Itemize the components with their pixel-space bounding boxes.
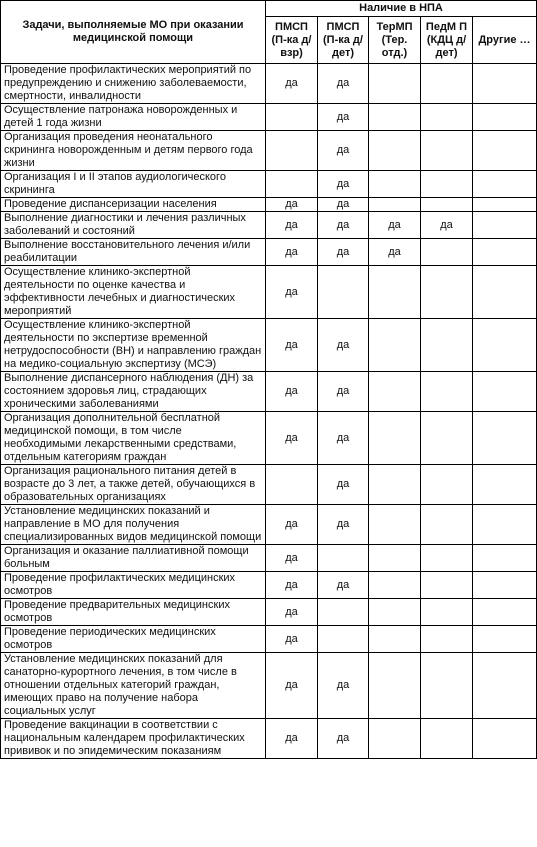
presence-cell: да	[266, 626, 318, 653]
presence-cell: да	[266, 266, 318, 319]
table-row	[1, 719, 537, 759]
table-row	[1, 266, 537, 319]
table-row	[1, 412, 537, 465]
presence-cell	[421, 505, 473, 545]
presence-cell	[369, 719, 421, 759]
tasks-column-header: Задачи, выполняемые МО при оказании медицинской помощи	[1, 1, 266, 64]
presence-cell	[473, 198, 537, 212]
presence-cell: да	[318, 505, 369, 545]
presence-cell	[473, 266, 537, 319]
column-header: ТерМП (Тер. отд.)	[369, 17, 421, 64]
presence-cell	[421, 626, 473, 653]
presence-cell	[421, 372, 473, 412]
presence-cell	[473, 572, 537, 599]
presence-cell	[473, 64, 537, 104]
presence-cell: да	[266, 653, 318, 719]
table-row	[1, 131, 537, 171]
presence-cell	[369, 171, 421, 198]
presence-cell	[369, 64, 421, 104]
presence-cell: да	[266, 372, 318, 412]
presence-cell: да	[318, 465, 369, 505]
presence-cell	[421, 171, 473, 198]
presence-cell	[369, 626, 421, 653]
table-row	[1, 239, 537, 266]
task-cell: Установление медицинских показаний для санаторно-курортного лечения, в том числе в отношении отдельных категорий граждан, имеющих право на получение набора социальных услуг	[1, 653, 266, 719]
task-cell: Проведение периодических медицинских осмотров	[1, 626, 266, 653]
presence-cell: да	[266, 599, 318, 626]
task-cell: Выполнение восстановительного лечения и/или реабилитации	[1, 239, 266, 266]
presence-cell	[473, 212, 537, 239]
presence-cell	[421, 239, 473, 266]
column-header: ПМСП (П-ка д/взр)	[266, 17, 318, 64]
presence-cell: да	[266, 719, 318, 759]
presence-cell	[369, 319, 421, 372]
presence-cell	[473, 626, 537, 653]
presence-cell	[318, 545, 369, 572]
table-row	[1, 653, 537, 719]
presence-cell: да	[266, 212, 318, 239]
presence-cell	[421, 131, 473, 171]
presence-cell	[369, 372, 421, 412]
task-cell: Осуществление клинико-экспертной деятельности по оценке качества и эффективности лечебных и диагностических мероприятий	[1, 266, 266, 319]
table-row	[1, 545, 537, 572]
task-cell: Организация дополнительной бесплатной медицинской помощи, в том числе необходимыми лекарственными средствами, отдельным категориям граждан	[1, 412, 266, 465]
table-row	[1, 626, 537, 653]
presence-cell: да	[318, 572, 369, 599]
presence-cell: да	[318, 412, 369, 465]
presence-cell: да	[318, 719, 369, 759]
presence-cell	[421, 545, 473, 572]
table-row	[1, 171, 537, 198]
presence-cell: да	[318, 372, 369, 412]
task-cell: Осуществление патронажа новорожденных и детей 1 года жизни	[1, 104, 266, 131]
presence-cell	[421, 266, 473, 319]
presence-cell	[421, 104, 473, 131]
presence-cell: да	[266, 412, 318, 465]
task-cell: Организация рационального питания детей в возрасте до 3 лет, а также детей, обучающихся в образовательных организациях	[1, 465, 266, 505]
presence-cell: да	[318, 198, 369, 212]
presence-cell	[318, 266, 369, 319]
presence-cell	[421, 465, 473, 505]
presence-cell	[473, 465, 537, 505]
presence-cell	[369, 465, 421, 505]
task-cell: Проведение диспансеризации населения	[1, 198, 266, 212]
presence-cell	[266, 171, 318, 198]
table-row	[1, 465, 537, 505]
task-cell: Выполнение диагностики и лечения различных заболеваний и состояний	[1, 212, 266, 239]
task-cell: Проведение вакцинации в соответствии с национальным календарем профилактических прививок и по эпидемическим показаниям	[1, 719, 266, 759]
presence-cell	[369, 412, 421, 465]
presence-cell: да	[318, 171, 369, 198]
presence-cell	[318, 626, 369, 653]
presence-cell: да	[266, 198, 318, 212]
presence-cell: да	[318, 131, 369, 171]
presence-cell: да	[266, 545, 318, 572]
presence-cell	[266, 465, 318, 505]
column-header: ПМСП (П-ка д/дет)	[318, 17, 369, 64]
presence-cell	[421, 412, 473, 465]
presence-cell: да	[318, 104, 369, 131]
presence-cell: да	[266, 319, 318, 372]
presence-cell: да	[421, 212, 473, 239]
table-row	[1, 198, 537, 212]
table-row	[1, 572, 537, 599]
presence-cell	[421, 64, 473, 104]
presence-cell: да	[318, 64, 369, 104]
table-row	[1, 64, 537, 104]
presence-cell	[369, 104, 421, 131]
presence-cell	[473, 319, 537, 372]
presence-cell	[369, 545, 421, 572]
presence-cell: да	[318, 653, 369, 719]
presence-cell	[421, 599, 473, 626]
column-header: Другие …	[473, 17, 537, 64]
task-cell: Проведение профилактических медицинских осмотров	[1, 572, 266, 599]
table-row	[1, 372, 537, 412]
presence-cell	[473, 599, 537, 626]
presence-cell: да	[318, 212, 369, 239]
task-cell: Выполнение диспансерного наблюдения (ДН) за состоянием здоровья лиц, страдающих хроническими заболеваниями	[1, 372, 266, 412]
npa-group-header: Наличие в НПА	[266, 1, 537, 17]
presence-cell	[369, 266, 421, 319]
table-row	[1, 505, 537, 545]
presence-cell	[421, 198, 473, 212]
presence-cell	[369, 572, 421, 599]
presence-cell	[369, 198, 421, 212]
presence-cell	[318, 599, 369, 626]
presence-cell	[369, 505, 421, 545]
presence-cell	[473, 505, 537, 545]
presence-cell	[473, 653, 537, 719]
presence-cell: да	[266, 239, 318, 266]
presence-cell	[473, 412, 537, 465]
task-cell: Проведение профилактических мероприятий по предупреждению и снижению заболеваемости, смертности, инвалидности	[1, 64, 266, 104]
task-cell: Организация проведения неонатального скрининга новорожденным и детям первого года жизни	[1, 131, 266, 171]
presence-cell: да	[369, 239, 421, 266]
presence-cell	[266, 131, 318, 171]
presence-cell	[369, 599, 421, 626]
presence-cell	[421, 319, 473, 372]
table-row	[1, 599, 537, 626]
table-row	[1, 104, 537, 131]
table-row	[1, 212, 537, 239]
presence-cell	[473, 239, 537, 266]
presence-cell: да	[266, 572, 318, 599]
presence-cell	[421, 572, 473, 599]
table-row	[1, 319, 537, 372]
task-cell: Осуществление клинико-экспертной деятельности по экспертизе временной нетрудоспособности (ВН) и направлению граждан на медико-социальную экспертизу (МСЭ)	[1, 319, 266, 372]
presence-cell: да	[318, 319, 369, 372]
presence-cell	[369, 653, 421, 719]
task-cell: Установление медицинских показаний и направление в МО для получения специализированных видов медицинской помощи	[1, 505, 266, 545]
presence-cell	[266, 104, 318, 131]
presence-cell: да	[266, 64, 318, 104]
task-cell: Организация I и II этапов аудиологического скрининга	[1, 171, 266, 198]
presence-cell	[473, 545, 537, 572]
presence-cell: да	[369, 212, 421, 239]
task-cell: Проведение предварительных медицинских осмотров	[1, 599, 266, 626]
presence-cell	[473, 104, 537, 131]
task-cell: Организация и оказание паллиативной помощи больным	[1, 545, 266, 572]
presence-cell	[473, 131, 537, 171]
presence-cell	[473, 171, 537, 198]
presence-cell	[421, 719, 473, 759]
presence-cell	[421, 653, 473, 719]
table-body	[1, 64, 537, 759]
presence-cell: да	[266, 505, 318, 545]
presence-cell	[473, 719, 537, 759]
presence-cell	[473, 372, 537, 412]
presence-cell	[369, 131, 421, 171]
column-header: ПедМ П (КДЦ д/дет)	[421, 17, 473, 64]
presence-cell: да	[318, 239, 369, 266]
